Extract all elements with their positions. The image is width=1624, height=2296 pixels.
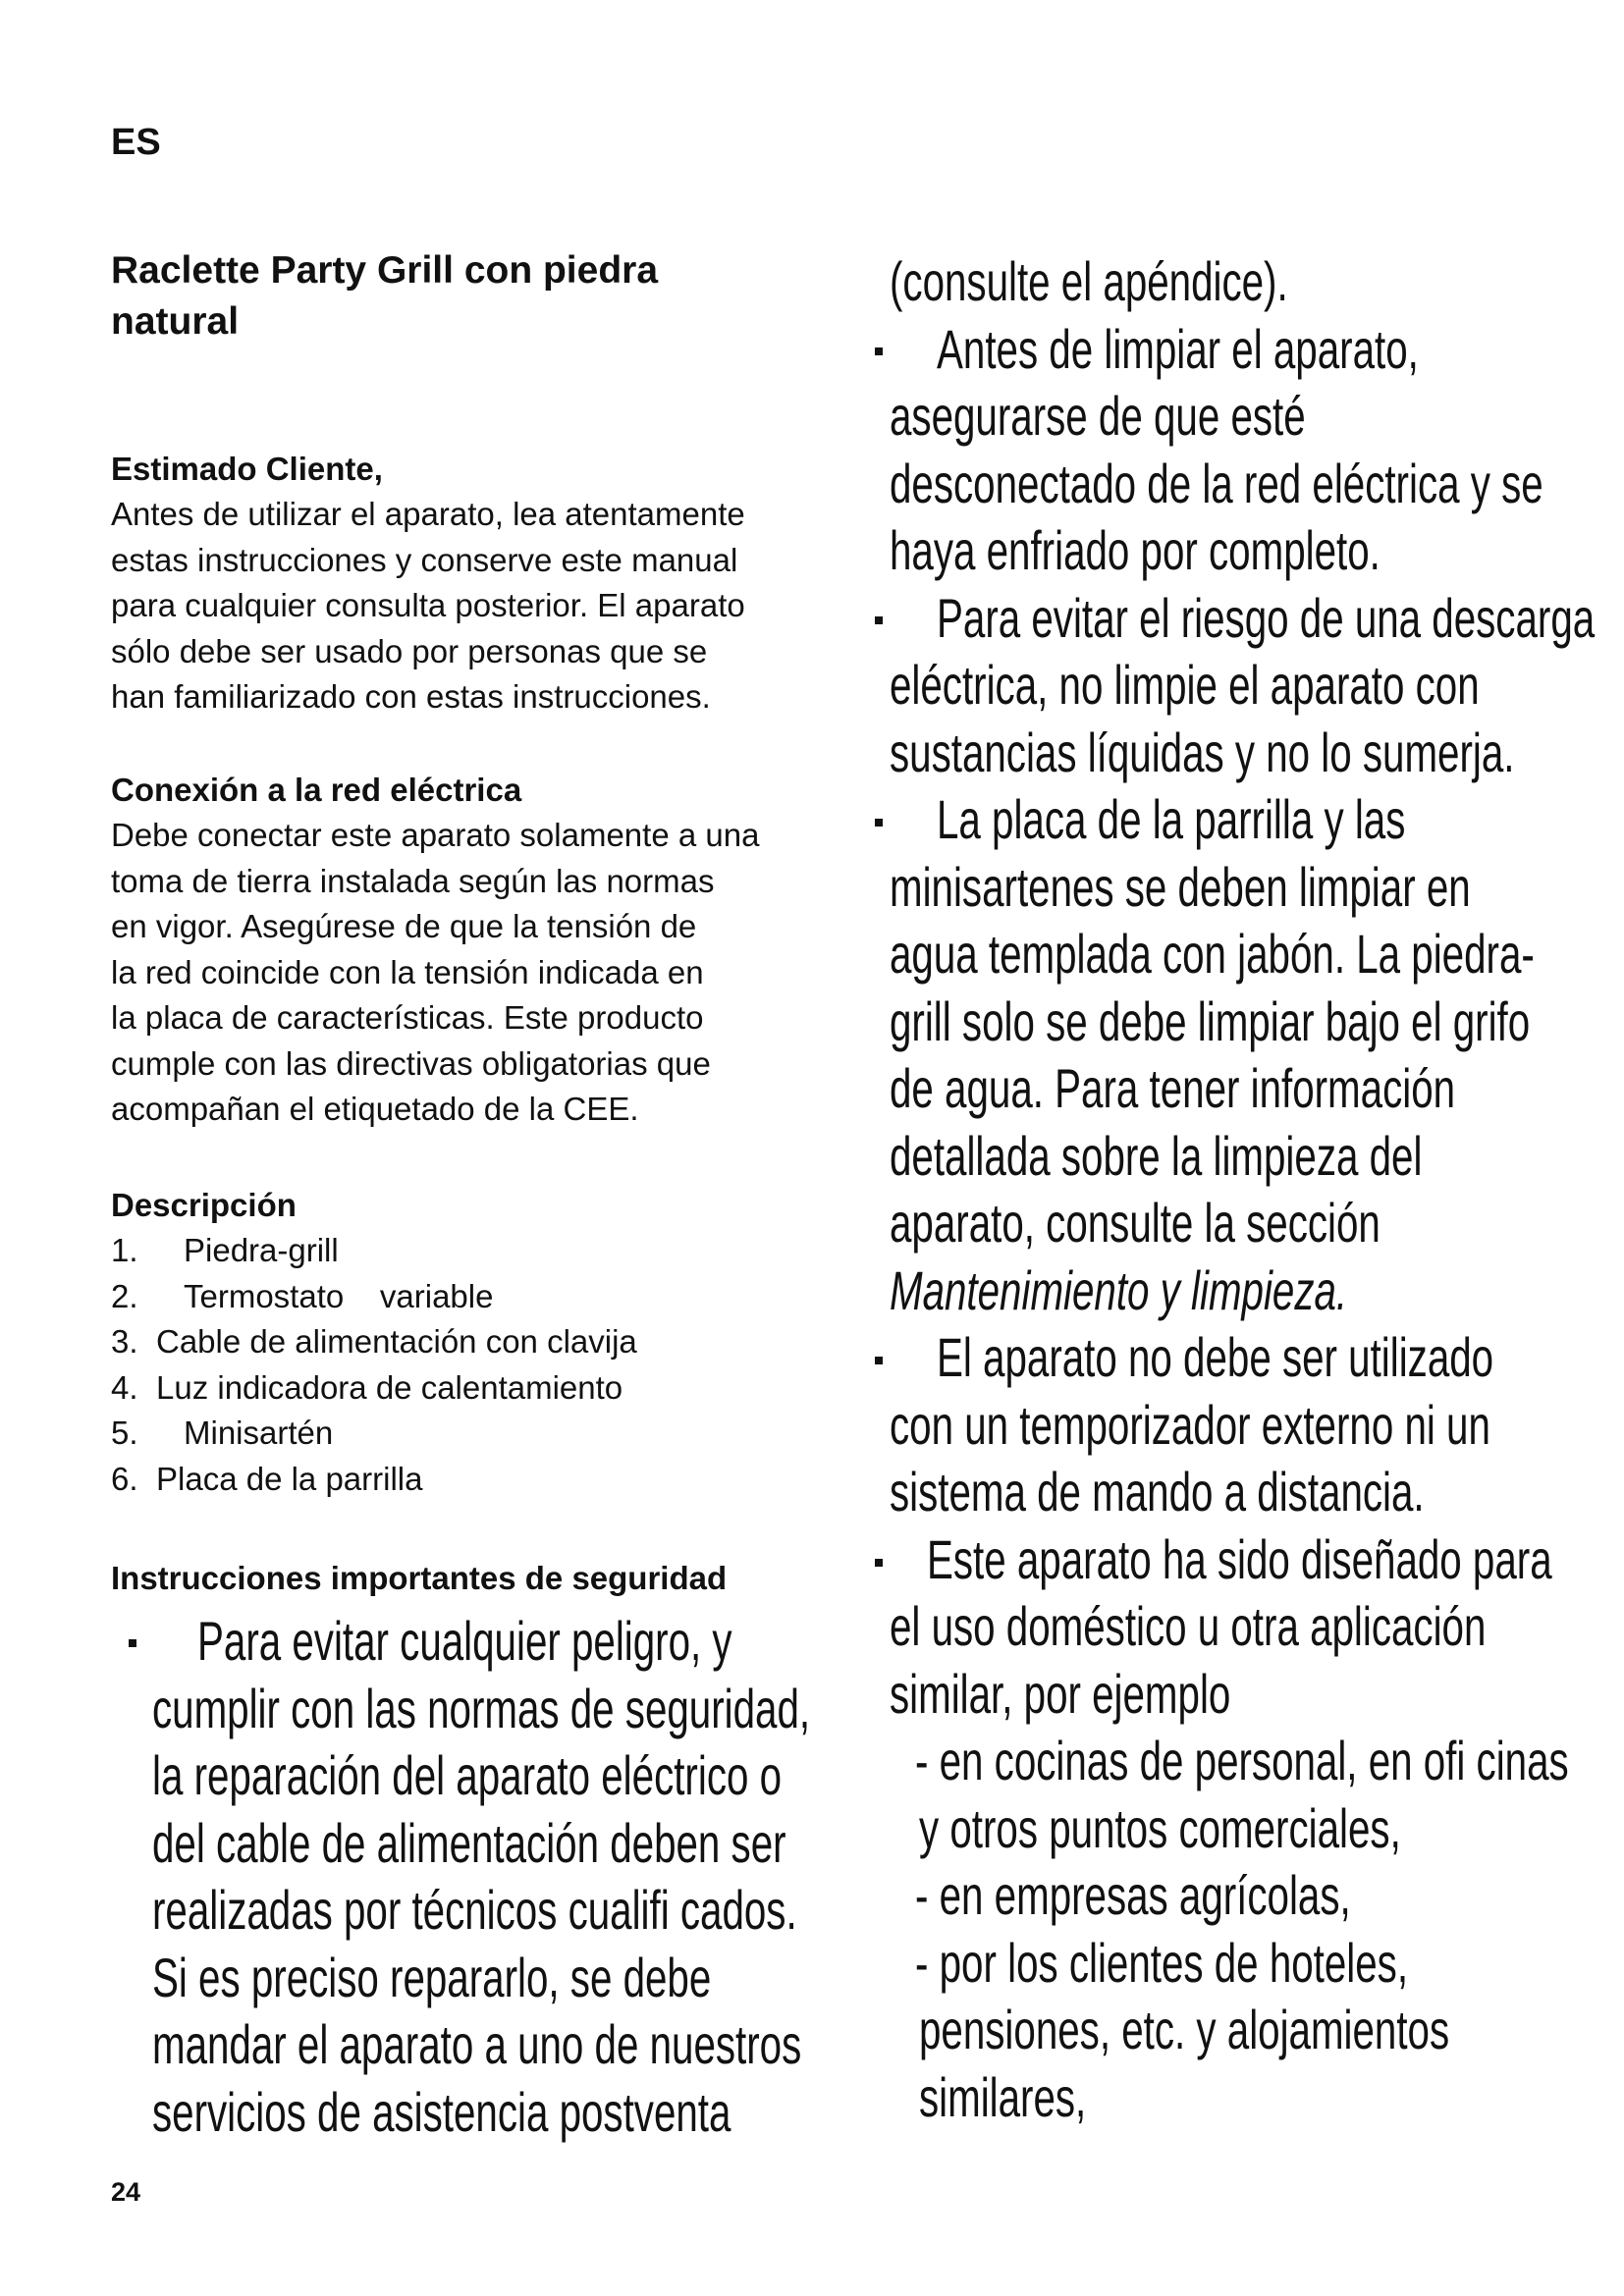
item-text: Termostato variable [184, 1277, 494, 1314]
bullet-icon [875, 819, 883, 827]
text-line: minisartenes se deben limpiar en [890, 855, 1471, 918]
greeting-heading: Estimado Cliente, [111, 451, 383, 487]
text-line: similar, por ejemplo [890, 1662, 1231, 1725]
bullet-icon [129, 1639, 136, 1647]
bullet-icon [875, 1357, 883, 1364]
item-text: Luz indicadora de calentamiento [156, 1368, 623, 1406]
list-item [111, 1274, 798, 1320]
list-item [111, 1228, 798, 1274]
text-line: han familiarizado con estas instrucciones. [111, 678, 711, 715]
text-line: agua templada con jabón. La piedra- [890, 923, 1535, 985]
text-line: El aparato no debe ser utilizado [937, 1326, 1494, 1388]
text-line: Antes de utilizar el aparato, lea atentamente [111, 496, 745, 532]
bullet-icon [875, 347, 883, 355]
safety-heading: Instrucciones importantes de seguridad [111, 1560, 728, 1596]
item-number: 2. [111, 1277, 138, 1314]
item-text: Placa de la parrilla [156, 1460, 423, 1497]
item-number: 5. [111, 1415, 138, 1451]
text-line: con un temporizador externo ni un [890, 1393, 1490, 1456]
text-line: sólo debe ser usado por personas que se [111, 632, 708, 669]
title-line: natural [111, 300, 240, 343]
text-line: Para evitar cualquier peligro, y [197, 1610, 732, 1672]
text-line: Antes de limpiar el aparato, [937, 317, 1419, 380]
description-heading: Descripción [111, 1187, 297, 1223]
text-line: Mantenimiento y limpieza. [890, 1258, 1348, 1321]
text-line: (consulte el apéndice). [890, 250, 1288, 312]
connection-section [111, 768, 798, 1133]
text-line: cumplir con las normas de seguridad, [152, 1677, 811, 1739]
list-item [111, 1457, 798, 1503]
text-line: Para evitar el riesgo de una descarga [937, 586, 1596, 649]
item-text: Piedra-grill [184, 1232, 339, 1268]
connection-heading: Conexión a la red eléctrica [111, 772, 522, 808]
text-line: la reparación del aparato eléctrico o [152, 1744, 783, 1806]
item-number: 1. [111, 1232, 138, 1268]
text-line: eléctrica, no limpie el aparato con [890, 654, 1480, 716]
language-code: ES [111, 122, 161, 163]
bullet-icon [875, 1559, 883, 1567]
text-line: estas instrucciones y conserve este manual [111, 541, 738, 578]
text-line: - por los clientes de hoteles, [915, 1931, 1409, 1994]
text-line: cumple con las directivas obligatorias que [111, 1044, 711, 1082]
text-line: la placa de características. Este producto [111, 999, 704, 1036]
list-item [111, 1411, 798, 1457]
text-line: en vigor. Asegúrese de que la tensión de [111, 908, 697, 944]
item-text: Cable de alimentación con clavija [156, 1323, 637, 1360]
text-line: servicios de asistencia postventa [152, 2080, 731, 2143]
page-title [111, 245, 720, 347]
title-line: Raclette Party Grill con piedra [111, 249, 659, 292]
text-line: Si es preciso repararlo, se debe [152, 1946, 712, 2008]
text-line: desconectado de la red eléctrica y se [890, 452, 1543, 514]
text-line: para cualquier consulta posterior. El aparato [111, 587, 745, 623]
text-line: asegurarse de que esté [890, 385, 1306, 447]
item-number: 3. [111, 1323, 138, 1360]
item-number: 4. [111, 1368, 138, 1406]
bullet-icon [875, 616, 883, 624]
page-number: 24 [111, 2177, 141, 2207]
text-line: - en cocinas de personal, en ofi cinas [915, 1730, 1569, 1791]
text-line: el uso doméstico u otra aplicación [890, 1595, 1487, 1657]
item-number: 6. [111, 1460, 138, 1497]
safety-right-column [882, 248, 1608, 2131]
description-section [111, 1183, 798, 1502]
text-line: haya enfriado por completo. [890, 519, 1380, 581]
text-line: grill solo se debe limpiar bajo el grifo [890, 989, 1531, 1052]
text-line: aparato, consulte la sección [890, 1192, 1380, 1254]
safety-item-repair [124, 1608, 811, 2146]
text-line: Debe conectar este aparato solamente a una [111, 817, 760, 853]
text-line: detallada sobre la limpieza del [890, 1124, 1423, 1187]
text-line: del cable de alimentación deben ser [152, 1811, 786, 1874]
text-line: la red coincide con la tensión indicada en [111, 953, 704, 990]
text-line: La placa de la parrilla y las [937, 788, 1406, 850]
text-line: y otros puntos comerciales, [919, 1796, 1401, 1859]
list-item [111, 1365, 798, 1412]
text-line: similares, [919, 2065, 1087, 2128]
greeting-text [111, 492, 798, 721]
item-text: Minisartén [184, 1415, 334, 1451]
text-line: - en empresas agrícolas, [915, 1864, 1351, 1926]
connection-text [111, 813, 798, 1133]
text-line: Este aparato ha sido diseñado para [927, 1527, 1552, 1590]
text-line: mandar el aparato a uno de nuestros [152, 2013, 802, 2075]
text-line: acompañan el etiquetado de la CEE. [111, 1091, 639, 1127]
text-line: sustancias líquidas y no lo sumerja. [890, 721, 1515, 783]
text-line: pensiones, etc. y alojamientos [919, 1999, 1450, 2060]
parts-list [111, 1228, 798, 1502]
text-line: de agua. Para tener información [890, 1057, 1456, 1119]
greeting-section [111, 447, 798, 721]
text-line: sistema de mando a distancia. [890, 1461, 1425, 1522]
text-line: toma de tierra instalada según las normas [111, 862, 715, 899]
text-line: realizadas por técnicos cualifi cados. [152, 1879, 797, 1941]
list-item [111, 1319, 798, 1365]
